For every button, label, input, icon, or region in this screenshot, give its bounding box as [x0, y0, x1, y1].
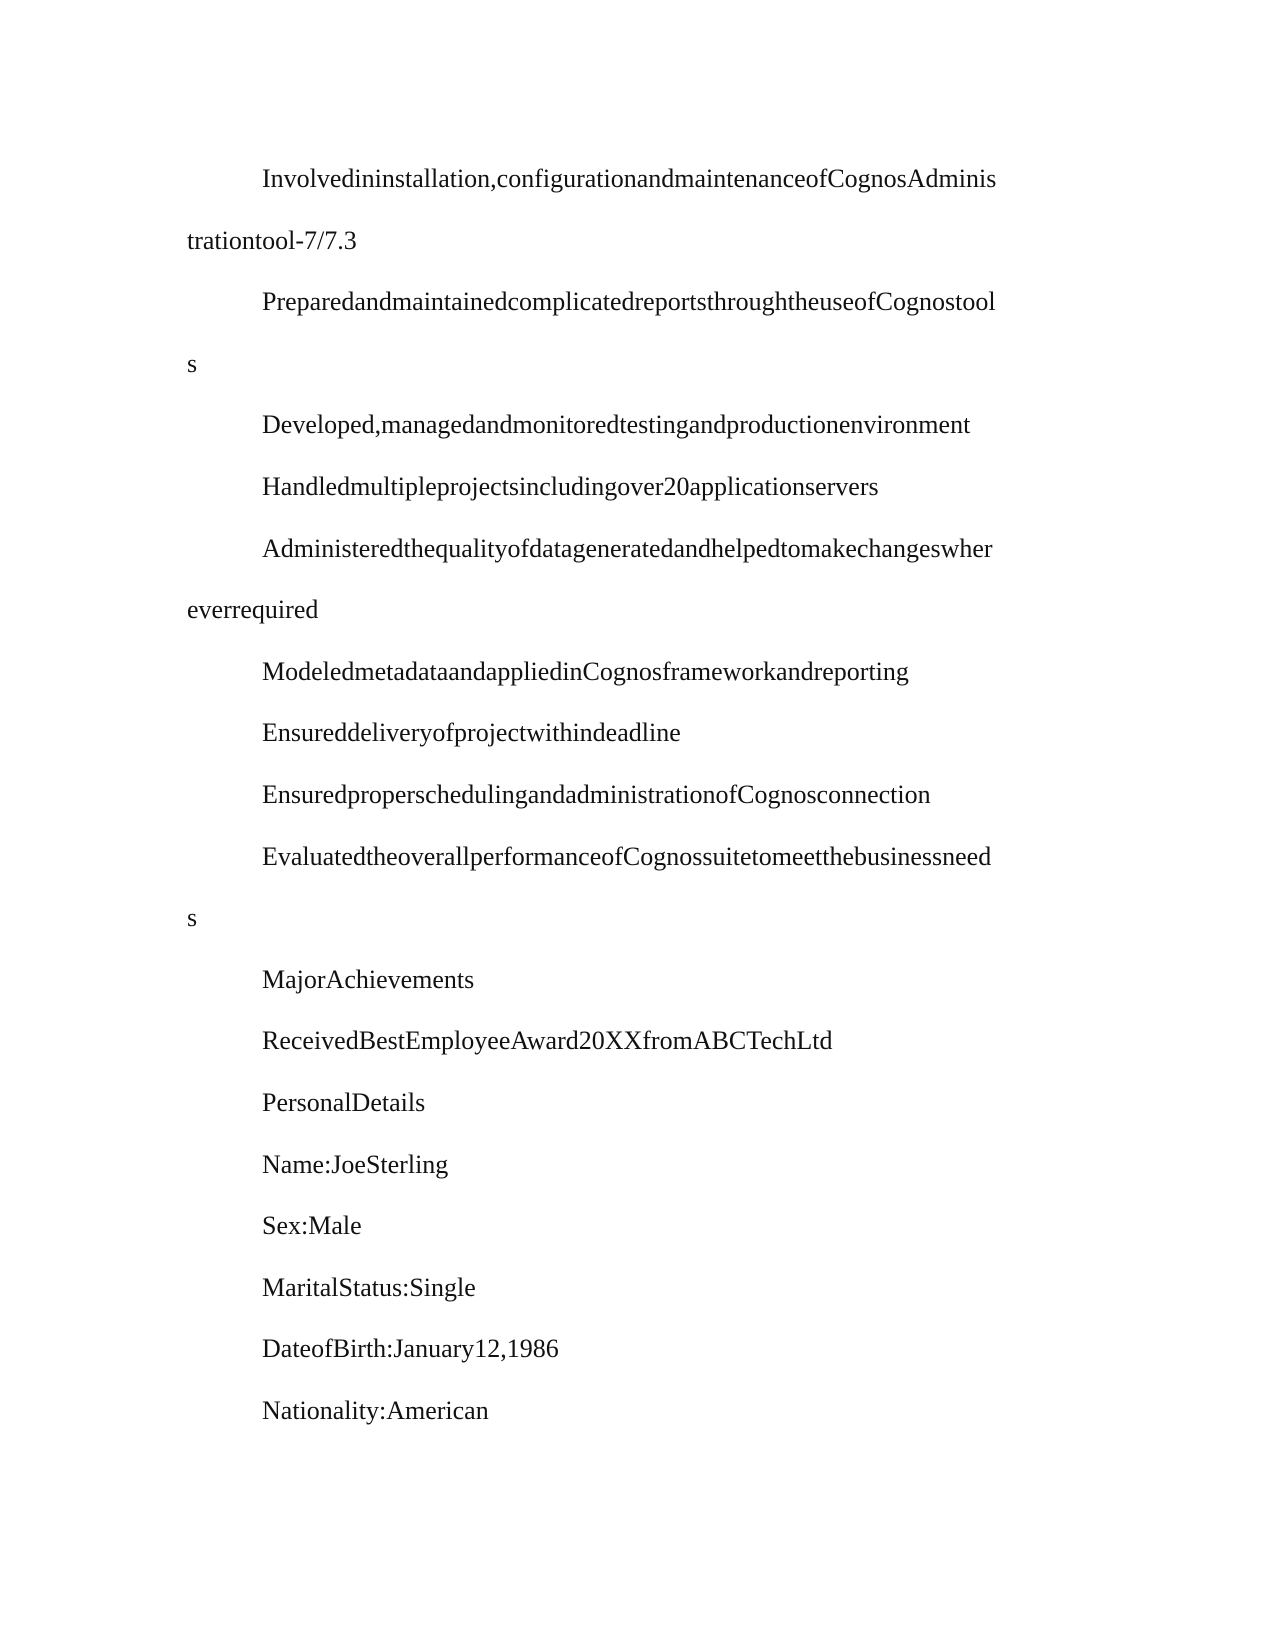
detail-marital-status: MaritalStatus:Single	[262, 1272, 476, 1302]
text-line: Handledmultipleprojectsincludingover20applicationservers	[262, 471, 879, 501]
text-line: EvaluatedtheoverallperformanceofCognossuitetomeetthebusinessneed	[262, 841, 992, 871]
text-line: ModeledmetadataandappliedinCognosframeworkandreporting	[262, 656, 909, 686]
detail-name: Name:JoeSterling	[262, 1149, 449, 1179]
section-heading-major-achievements: MajorAchievements	[262, 964, 475, 994]
text-line: PreparedandmaintainedcomplicatedreportsthroughtheuseofCognostool	[262, 287, 996, 317]
text-line: s	[187, 348, 198, 378]
text-line: Developed,managedandmonitoredtestingandproductionenvironment	[262, 410, 971, 440]
text-line: ReceivedBestEmployeeAward20XXfromABCTechLtd	[262, 1026, 833, 1056]
text-line: Administeredthequalityofdatageneratedandhelpedtomakechangeswher	[262, 533, 993, 563]
text-line: s	[187, 903, 198, 933]
text-line: Ensureddeliveryofprojectwithindeadline	[262, 718, 681, 748]
text-line: trationtool-7/7.3	[187, 225, 357, 255]
section-heading-personal-details: PersonalDetails	[262, 1087, 426, 1117]
text-line: Involvedininstallation,configurationandmaintenanceofCognosAdminis	[262, 164, 997, 193]
document-body	[187, 163, 1087, 1456]
text-line: EnsuredproperschedulingandadministrationofCognosconnection	[262, 779, 931, 809]
detail-date-of-birth: DateofBirth:January12,1986	[262, 1334, 559, 1364]
detail-nationality: Nationality:American	[262, 1395, 489, 1425]
detail-sex: Sex:Male	[262, 1211, 362, 1241]
text-line: everrequired	[187, 595, 319, 625]
